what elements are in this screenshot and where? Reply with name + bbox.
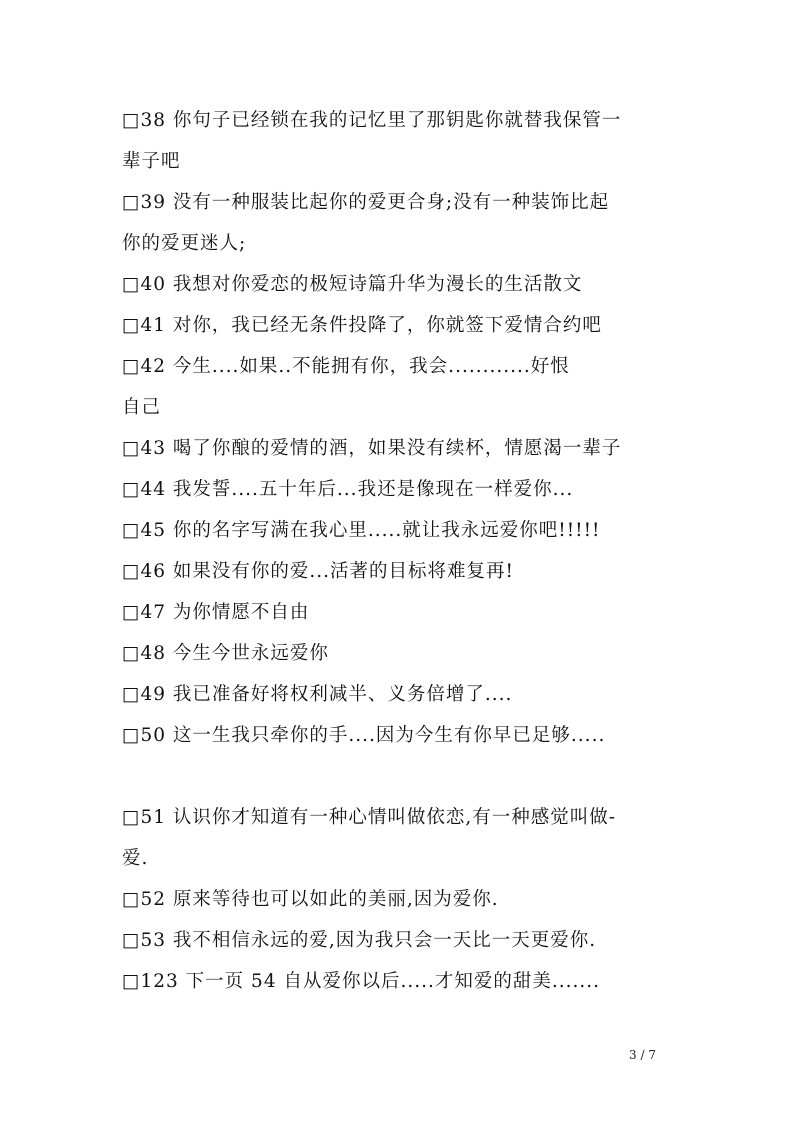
paragraph-gap xyxy=(122,756,682,797)
entry-line: □52 原来等待也可以如此的美丽,因为爱你. xyxy=(122,889,499,910)
entry-line: 辈子吧 xyxy=(122,151,181,172)
list-item xyxy=(122,305,682,346)
list-item xyxy=(122,592,682,633)
list-item xyxy=(122,633,682,674)
list-item xyxy=(122,551,682,592)
list-item xyxy=(122,797,682,879)
list-item xyxy=(122,879,682,920)
entry-line: □41 对你，我已经无条件投降了，你就签下爱情合约吧 xyxy=(122,315,602,336)
list-item xyxy=(122,100,682,182)
entry-line: □47 为你情愿不自由 xyxy=(122,602,310,623)
entry-line: □50 这一生我只牵你的手....因为今生有你早已足够..... xyxy=(122,725,606,746)
list-item xyxy=(122,264,682,305)
entry-line: □42 今生....如果..不能拥有你，我会............好恨 xyxy=(122,356,570,377)
entry-line: □48 今生今世永远爱你 xyxy=(122,643,329,664)
entry-line: □123 下一页 54 自从爱你以后.....才知爱的甜美....... xyxy=(122,971,601,992)
list-item xyxy=(122,510,682,551)
entry-line: □40 我想对你爱恋的极短诗篇升华为漫长的生活散文 xyxy=(122,274,583,295)
entry-line: □44 我发誓....五十年后...我还是像现在一样爱你... xyxy=(122,479,574,500)
list-item xyxy=(122,182,682,264)
entry-line: □51 认识你才知道有一种心情叫做依恋,有一种感觉叫做- xyxy=(122,807,617,828)
entry-line: □45 你的名字写满在我心里.....就让我永远爱你吧!!!!! xyxy=(122,520,601,541)
entry-line: □49 我已准备好将权利减半、义务倍增了.... xyxy=(122,684,513,705)
entry-line: □46 如果没有你的爱...活著的目标将难复再! xyxy=(122,561,514,582)
entry-line: 爱. xyxy=(122,848,149,869)
document-body xyxy=(122,100,682,1002)
entry-line: □38 你句子已经锁在我的记忆里了那钥匙你就替我保管一 xyxy=(122,110,622,131)
entry-line: □39 没有一种服装比起你的爱更合身;没有一种装饰比起 xyxy=(122,192,610,213)
entry-line: □43 喝了你酿的爱情的酒，如果没有续杯，情愿渴一辈子 xyxy=(122,438,622,459)
entry-line: □53 我不相信永远的爱,因为我只会一天比一天更爱你. xyxy=(122,930,597,951)
list-item xyxy=(122,920,682,961)
list-item xyxy=(122,428,682,469)
entry-line: 自己 xyxy=(122,397,162,418)
list-item xyxy=(122,469,682,510)
list-item xyxy=(122,961,682,1002)
entry-line: 你的爱更迷人; xyxy=(122,233,247,254)
page-number: 3 / 7 xyxy=(629,1048,656,1062)
list-item xyxy=(122,346,682,428)
list-item xyxy=(122,674,682,715)
list-item xyxy=(122,715,682,756)
